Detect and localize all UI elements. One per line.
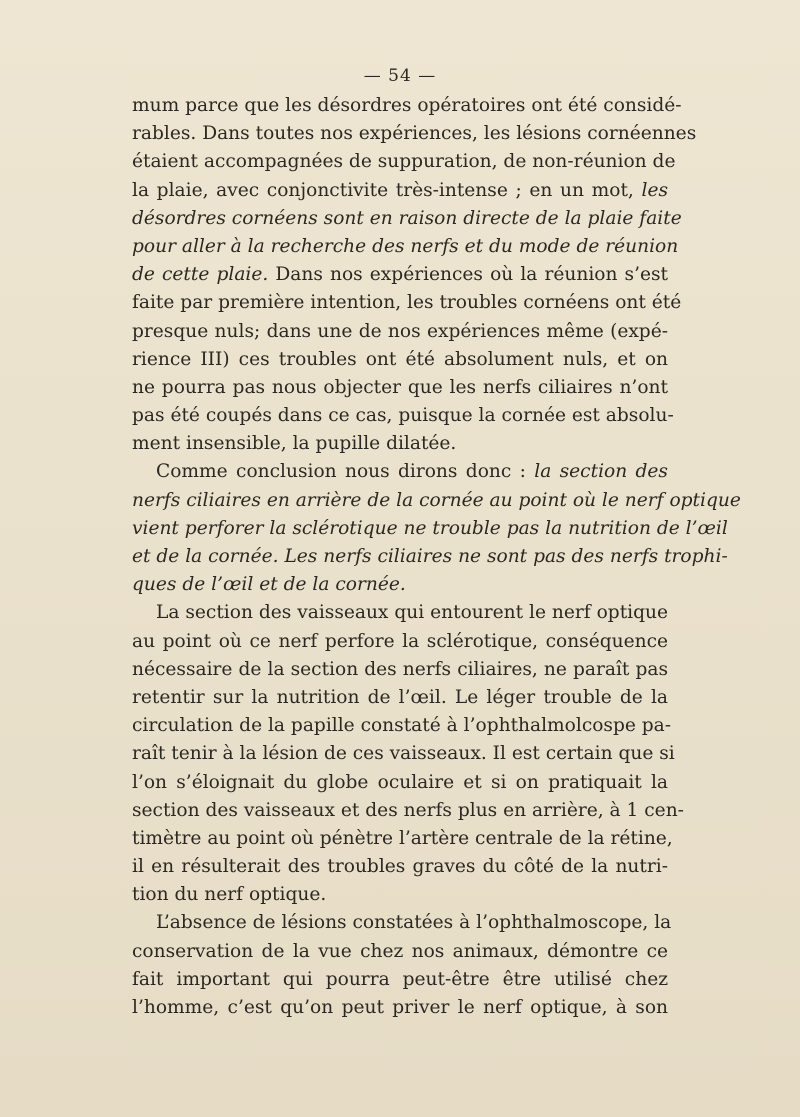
text-segment: il en résulterait des troubles graves du côté de la nutri- [132,856,668,878]
text-line [132,487,741,515]
text-line [132,966,668,994]
italic-text-segment: pour aller à la recherche des nerfs et du mode de réunion [132,235,679,257]
italic-text-segment: la section des [534,461,668,483]
text-segment: ne pourra pas nous objecter que les nerfs ciliaires n’ont [132,376,668,398]
text-line [132,825,673,853]
text-line [132,684,668,712]
text-line [132,402,674,430]
text-segment: section des vaisseaux et des nerfs plus en arrière, à 1 cen- [132,799,684,821]
text-segment: la plaie, avec conjonctivite très-intense ; en un mot, [132,179,642,201]
text-segment: presque nuls; dans une de nos expériences même (expé- [132,320,668,342]
text-segment: conservation de la vue chez nos animaux, démontre ce [132,940,668,962]
text-line [132,599,668,627]
text-line [132,374,668,402]
text-segment: timètre au point où pénètre l’artère centrale de la rétine, [132,827,673,849]
text-segment: raît tenir à la lésion de ces vaisseaux. Il est certain que si [132,743,675,765]
italic-text-segment: nerfs ciliaires en arrière de la cornée au point où le nerf optique [132,489,741,511]
text-line [132,769,668,797]
italic-text-segment: ques de l’œil et de la cornée. [132,574,406,596]
text-line [132,430,668,458]
text-segment: rience III) ces troubles ont été absolument nuls, et on [132,348,668,370]
text-line [132,92,682,120]
text-line [132,515,728,543]
italic-text-segment: de cette plaie. [132,264,269,286]
text-segment: rables. Dans toutes nos expériences, les lésions cornéennes [132,123,697,145]
text-segment: l’on s’éloignait du globe oculaire et si on pratiquait la [132,771,668,793]
text-line [132,740,675,768]
text-segment: étaient accompagnées de suppuration, de non-réunion de [132,151,676,173]
text-segment: l’homme, c’est qu’on peut priver le nerf optique, à son [132,997,668,1018]
text-segment: La section des vaisseaux qui entourent le nerf optique [156,602,668,624]
text-line [132,177,668,205]
text-segment: ment insensible, la pupille dilatée. [132,433,457,455]
text-segment: L’absence de lésions constatées à l’ophthalmoscope, la [156,912,672,934]
body-text [132,92,741,1022]
text-line [132,938,668,966]
text-line [132,543,728,571]
text-line [132,318,668,346]
text-line [132,233,679,261]
text-segment: mum parce que les désordres opératoires ont été considé- [132,95,682,116]
text-segment: pas été coupés dans ce cas, puisque la cornée est absolu- [132,405,674,427]
italic-text-segment: et de la cornée. Les nerfs ciliaires ne sont pas des nerfs trophi- [132,546,728,567]
text-line [132,148,676,176]
text-segment: faite par première intention, les troubles cornéens ont été [132,292,682,314]
text-segment: fait important qui pourra peut-être être utilisé chez [132,968,668,990]
text-line [132,205,682,233]
text-line [132,458,668,486]
italic-text-segment: les [641,179,668,201]
text-line [132,628,668,656]
text-segment: tion du nerf optique. [132,884,327,906]
text-line [132,120,697,148]
text-line [132,853,668,881]
page-number: — 54 — [363,66,437,86]
text-line [132,994,668,1022]
text-line [132,261,668,289]
text-line [132,797,684,825]
text-line [132,289,682,317]
text-line [132,346,668,374]
italic-text-segment: vient perforer la sclérotique ne trouble pas la nutrition de l’œil [132,517,728,539]
text-line [132,881,668,909]
text-segment: nécessaire de la section des nerfs ciliaires, ne paraît pas [132,658,668,680]
text-segment: Dans nos expériences où la réunion s’est [268,264,669,286]
text-line [132,909,672,937]
text-segment: Comme conclusion nous dirons donc : [156,461,535,483]
text-segment: au point où ce nerf perfore la sclérotique, conséquence [132,630,668,652]
text-line [132,656,668,684]
text-segment: circulation de la papille constaté à l’ophthalmolcospe pa- [132,715,672,737]
text-segment: retentir sur la nutrition de l’œil. Le léger trouble de la [132,686,668,708]
italic-text-segment: désordres cornéens sont en raison directe de la plaie faite [132,207,682,229]
text-line [132,571,668,599]
text-line [132,712,672,740]
